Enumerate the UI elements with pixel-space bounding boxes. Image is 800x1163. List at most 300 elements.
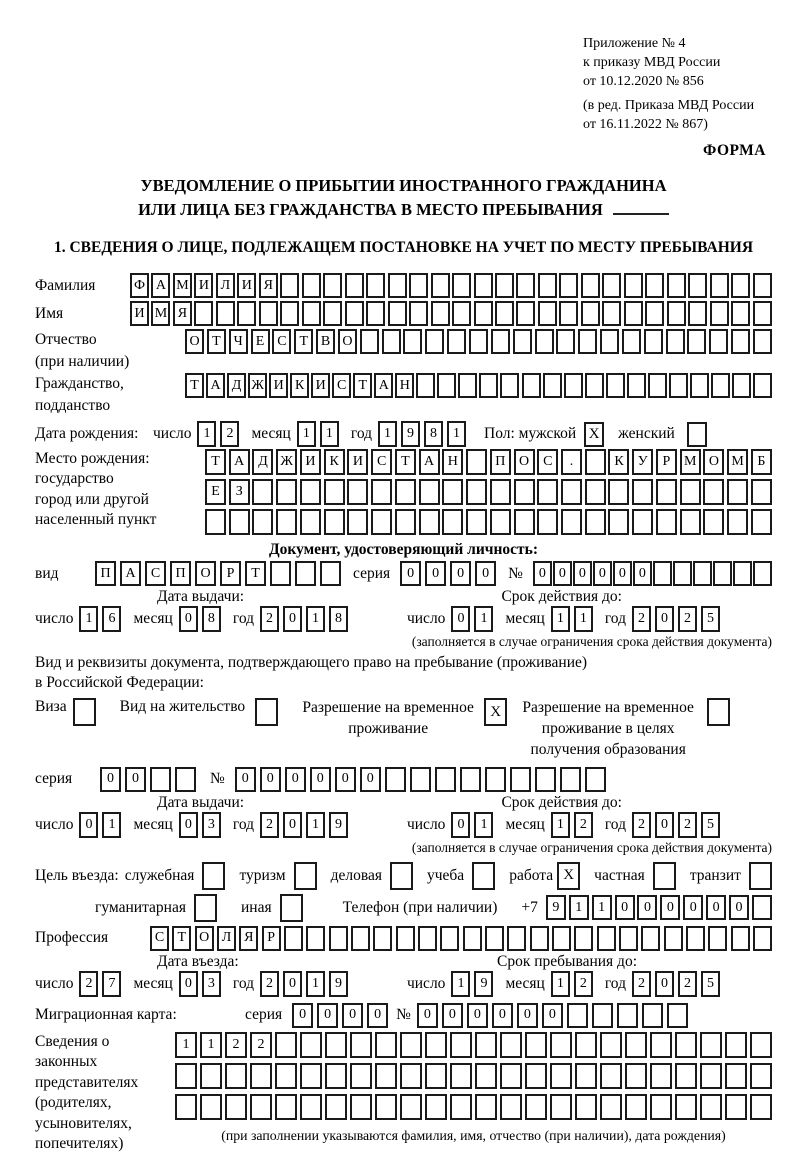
char-cell[interactable]	[495, 301, 514, 326]
char-cell[interactable]	[645, 273, 664, 298]
date-digit-cell[interactable]: 2	[574, 971, 593, 997]
char-cell[interactable]: 1	[200, 1032, 222, 1058]
char-cell[interactable]	[325, 1094, 347, 1120]
purpose-tourism-checkbox[interactable]	[294, 862, 317, 890]
date-digit-cell[interactable]: 2	[260, 606, 279, 632]
char-cell[interactable]	[400, 1032, 422, 1058]
char-cell[interactable]: И	[237, 273, 256, 298]
date-digit-cell[interactable]: 1	[378, 421, 397, 447]
char-cell[interactable]	[710, 301, 729, 326]
char-cell[interactable]	[300, 1063, 322, 1089]
char-cell[interactable]	[300, 1032, 322, 1058]
char-cell[interactable]	[466, 449, 487, 475]
char-cell[interactable]	[382, 329, 401, 354]
purpose-humanitarian-checkbox[interactable]	[194, 894, 217, 922]
char-cell[interactable]: 0	[342, 1003, 363, 1028]
char-cell[interactable]	[479, 373, 498, 398]
char-cell[interactable]	[656, 509, 677, 535]
char-cell[interactable]	[225, 1094, 247, 1120]
char-cell[interactable]	[632, 509, 653, 535]
char-cell[interactable]	[552, 926, 571, 951]
date-digit-cell[interactable]: 1	[474, 812, 493, 838]
char-cell[interactable]: П	[170, 561, 191, 586]
char-cell[interactable]	[585, 479, 606, 505]
date-digit-cell[interactable]: 2	[260, 812, 279, 838]
date-digit-cell[interactable]: 8	[329, 606, 348, 632]
char-cell[interactable]: Р	[262, 926, 281, 951]
char-cell[interactable]	[409, 301, 428, 326]
char-cell[interactable]: Ж	[276, 449, 297, 475]
char-cell[interactable]	[259, 301, 278, 326]
char-cell[interactable]: С	[371, 449, 392, 475]
char-cell[interactable]: Т	[205, 449, 226, 475]
char-cell[interactable]	[516, 273, 535, 298]
char-cell[interactable]: Я	[259, 273, 278, 298]
char-cell[interactable]	[419, 509, 440, 535]
date-digit-cell[interactable]: 1	[197, 421, 216, 447]
char-cell[interactable]	[700, 1063, 722, 1089]
char-cell[interactable]	[463, 926, 482, 951]
char-cell[interactable]	[575, 1063, 597, 1089]
char-cell[interactable]	[360, 329, 379, 354]
char-cell[interactable]	[490, 509, 511, 535]
date-digit-cell[interactable]: 9	[329, 812, 348, 838]
char-cell[interactable]	[485, 926, 504, 951]
date-digit-cell[interactable]: 3	[202, 971, 221, 997]
char-cell[interactable]	[345, 273, 364, 298]
char-cell[interactable]	[753, 373, 772, 398]
char-cell[interactable]: Б	[751, 449, 772, 475]
char-cell[interactable]	[725, 1032, 747, 1058]
char-cell[interactable]	[535, 767, 556, 792]
date-digit-cell[interactable]: 0	[179, 971, 198, 997]
char-cell[interactable]	[625, 1032, 647, 1058]
char-cell[interactable]	[175, 767, 196, 792]
char-cell[interactable]	[437, 373, 456, 398]
char-cell[interactable]	[194, 301, 213, 326]
visa-checkbox[interactable]	[73, 698, 96, 726]
char-cell[interactable]	[350, 1063, 372, 1089]
char-cell[interactable]	[535, 329, 554, 354]
char-cell[interactable]: Т	[185, 373, 204, 398]
char-cell[interactable]: Т	[353, 373, 372, 398]
char-cell[interactable]	[395, 509, 416, 535]
char-cell[interactable]	[680, 479, 701, 505]
char-cell[interactable]	[727, 479, 748, 505]
char-cell[interactable]: Я	[173, 301, 192, 326]
char-cell[interactable]	[329, 926, 348, 951]
char-cell[interactable]	[619, 926, 638, 951]
char-cell[interactable]	[711, 373, 730, 398]
char-cell[interactable]	[513, 329, 532, 354]
char-cell[interactable]: А	[229, 449, 250, 475]
residence-permit-checkbox[interactable]	[255, 698, 278, 726]
char-cell[interactable]	[753, 301, 772, 326]
char-cell[interactable]	[270, 561, 291, 586]
char-cell[interactable]: О	[195, 926, 214, 951]
char-cell[interactable]	[375, 1094, 397, 1120]
char-cell[interactable]: Я	[239, 926, 258, 951]
char-cell[interactable]: С	[145, 561, 166, 586]
char-cell[interactable]	[371, 479, 392, 505]
date-digit-cell[interactable]: 1	[474, 606, 493, 632]
char-cell[interactable]: И	[130, 301, 149, 326]
char-cell[interactable]	[431, 273, 450, 298]
char-cell[interactable]: 0	[335, 767, 356, 792]
char-cell[interactable]	[608, 479, 629, 505]
char-cell[interactable]	[302, 273, 321, 298]
char-cell[interactable]	[727, 509, 748, 535]
char-cell[interactable]	[625, 1063, 647, 1089]
char-cell[interactable]	[175, 1063, 197, 1089]
char-cell[interactable]	[667, 1003, 688, 1028]
char-cell[interactable]: Р	[220, 561, 241, 586]
char-cell[interactable]	[622, 329, 641, 354]
char-cell[interactable]	[648, 373, 667, 398]
char-cell[interactable]: К	[290, 373, 309, 398]
char-cell[interactable]	[732, 373, 751, 398]
char-cell[interactable]	[753, 329, 772, 354]
char-cell[interactable]	[750, 1094, 772, 1120]
char-cell[interactable]	[650, 1032, 672, 1058]
char-cell[interactable]	[644, 329, 663, 354]
char-cell[interactable]: 0	[100, 767, 121, 792]
char-cell[interactable]: 2	[250, 1032, 272, 1058]
char-cell[interactable]	[600, 1094, 622, 1120]
char-cell[interactable]	[575, 1032, 597, 1058]
temp-residence-checkbox[interactable]: X	[484, 698, 507, 726]
char-cell[interactable]: 0	[542, 1003, 563, 1028]
char-cell[interactable]	[200, 1063, 222, 1089]
date-digit-cell[interactable]: 1	[79, 606, 98, 632]
char-cell[interactable]	[522, 373, 541, 398]
char-cell[interactable]: 0	[400, 561, 421, 586]
date-digit-cell[interactable]: 0	[79, 812, 98, 838]
char-cell[interactable]	[275, 1094, 297, 1120]
char-cell[interactable]	[325, 1063, 347, 1089]
char-cell[interactable]	[669, 373, 688, 398]
char-cell[interactable]: 0	[442, 1003, 463, 1028]
char-cell[interactable]	[537, 479, 558, 505]
char-cell[interactable]	[559, 273, 578, 298]
char-cell[interactable]	[150, 767, 171, 792]
char-cell[interactable]	[347, 479, 368, 505]
char-cell[interactable]	[693, 561, 712, 586]
char-cell[interactable]	[450, 1032, 472, 1058]
purpose-work-checkbox[interactable]: X	[557, 862, 580, 890]
date-digit-cell[interactable]: 2	[678, 971, 697, 997]
char-cell[interactable]	[753, 561, 772, 586]
char-cell[interactable]: А	[419, 449, 440, 475]
char-cell[interactable]	[585, 509, 606, 535]
date-digit-cell[interactable]: 5	[701, 971, 720, 997]
char-cell[interactable]	[753, 273, 772, 298]
char-cell[interactable]: С	[332, 373, 351, 398]
char-cell[interactable]	[500, 373, 519, 398]
char-cell[interactable]	[713, 561, 732, 586]
char-cell[interactable]	[375, 1032, 397, 1058]
char-cell[interactable]: 0	[292, 1003, 313, 1028]
char-cell[interactable]: 0	[475, 561, 496, 586]
char-cell[interactable]	[450, 1094, 472, 1120]
char-cell[interactable]	[229, 509, 250, 535]
char-cell[interactable]: Н	[442, 449, 463, 475]
char-cell[interactable]	[731, 926, 750, 951]
char-cell[interactable]	[418, 926, 437, 951]
date-digit-cell[interactable]: 2	[632, 606, 651, 632]
char-cell[interactable]	[574, 926, 593, 951]
char-cell[interactable]	[306, 926, 325, 951]
char-cell[interactable]	[373, 926, 392, 951]
date-digit-cell[interactable]: 2	[79, 971, 98, 997]
date-digit-cell[interactable]: 0	[655, 606, 674, 632]
char-cell[interactable]	[733, 561, 752, 586]
char-cell[interactable]	[388, 273, 407, 298]
char-cell[interactable]	[350, 1032, 372, 1058]
date-digit-cell[interactable]: 1	[551, 812, 570, 838]
char-cell[interactable]: 0	[310, 767, 331, 792]
date-digit-cell[interactable]: 1	[306, 812, 325, 838]
char-cell[interactable]	[474, 273, 493, 298]
char-cell[interactable]: М	[173, 273, 192, 298]
char-cell[interactable]: Е	[251, 329, 270, 354]
char-cell[interactable]: 1	[569, 895, 589, 920]
char-cell[interactable]	[538, 301, 557, 326]
char-cell[interactable]: О	[338, 329, 357, 354]
char-cell[interactable]	[475, 1094, 497, 1120]
char-cell[interactable]	[175, 1094, 197, 1120]
date-digit-cell[interactable]: 0	[451, 606, 470, 632]
char-cell[interactable]: 0	[729, 895, 749, 920]
date-digit-cell[interactable]: 2	[632, 971, 651, 997]
date-digit-cell[interactable]: 0	[655, 971, 674, 997]
char-cell[interactable]: В	[316, 329, 335, 354]
char-cell[interactable]: 0	[260, 767, 281, 792]
date-digit-cell[interactable]: 0	[283, 606, 302, 632]
char-cell[interactable]	[320, 561, 341, 586]
char-cell[interactable]	[686, 926, 705, 951]
char-cell[interactable]	[600, 1032, 622, 1058]
char-cell[interactable]: М	[151, 301, 170, 326]
char-cell[interactable]	[690, 373, 709, 398]
char-cell[interactable]	[606, 373, 625, 398]
date-digit-cell[interactable]: 2	[260, 971, 279, 997]
char-cell[interactable]	[585, 449, 606, 475]
char-cell[interactable]	[510, 767, 531, 792]
char-cell[interactable]	[475, 1063, 497, 1089]
char-cell[interactable]: 0	[615, 895, 635, 920]
char-cell[interactable]	[276, 479, 297, 505]
char-cell[interactable]: 0	[706, 895, 726, 920]
char-cell[interactable]	[525, 1063, 547, 1089]
char-cell[interactable]	[653, 561, 672, 586]
char-cell[interactable]	[516, 301, 535, 326]
char-cell[interactable]: 0	[285, 767, 306, 792]
char-cell[interactable]	[680, 509, 701, 535]
char-cell[interactable]	[581, 301, 600, 326]
char-cell[interactable]: 0	[425, 561, 446, 586]
char-cell[interactable]: И	[300, 449, 321, 475]
char-cell[interactable]: А	[374, 373, 393, 398]
char-cell[interactable]	[409, 273, 428, 298]
char-cell[interactable]	[710, 273, 729, 298]
char-cell[interactable]: Е	[205, 479, 226, 505]
char-cell[interactable]: 0	[235, 767, 256, 792]
char-cell[interactable]	[514, 509, 535, 535]
char-cell[interactable]	[485, 767, 506, 792]
temp-residence-edu-checkbox[interactable]	[707, 698, 730, 726]
char-cell[interactable]	[537, 509, 558, 535]
char-cell[interactable]: Р	[656, 449, 677, 475]
char-cell[interactable]: Д	[252, 449, 273, 475]
char-cell[interactable]	[490, 479, 511, 505]
char-cell[interactable]	[252, 479, 273, 505]
char-cell[interactable]: Т	[294, 329, 313, 354]
char-cell[interactable]	[567, 1003, 588, 1028]
char-cell[interactable]	[447, 329, 466, 354]
char-cell[interactable]	[525, 1032, 547, 1058]
char-cell[interactable]: С	[272, 329, 291, 354]
char-cell[interactable]	[556, 329, 575, 354]
purpose-other-checkbox[interactable]	[280, 894, 303, 922]
char-cell[interactable]	[709, 329, 728, 354]
char-cell[interactable]	[388, 301, 407, 326]
char-cell[interactable]	[559, 301, 578, 326]
char-cell[interactable]	[602, 273, 621, 298]
char-cell[interactable]	[725, 1094, 747, 1120]
date-digit-cell[interactable]: 7	[102, 971, 121, 997]
char-cell[interactable]	[753, 926, 772, 951]
char-cell[interactable]	[675, 1063, 697, 1089]
char-cell[interactable]	[627, 373, 646, 398]
char-cell[interactable]: И	[269, 373, 288, 398]
char-cell[interactable]	[543, 373, 562, 398]
date-digit-cell[interactable]: 0	[283, 812, 302, 838]
date-digit-cell[interactable]: 0	[655, 812, 674, 838]
char-cell[interactable]	[664, 926, 683, 951]
char-cell[interactable]	[460, 767, 481, 792]
char-cell[interactable]	[624, 301, 643, 326]
char-cell[interactable]	[624, 273, 643, 298]
char-cell[interactable]	[200, 1094, 222, 1120]
char-cell[interactable]	[475, 1032, 497, 1058]
char-cell[interactable]	[491, 329, 510, 354]
char-cell[interactable]	[366, 301, 385, 326]
char-cell[interactable]	[302, 301, 321, 326]
char-cell[interactable]	[725, 1063, 747, 1089]
char-cell[interactable]	[538, 273, 557, 298]
char-cell[interactable]	[250, 1063, 272, 1089]
char-cell[interactable]	[400, 1094, 422, 1120]
char-cell[interactable]	[667, 273, 686, 298]
char-cell[interactable]	[450, 1063, 472, 1089]
char-cell[interactable]: 0	[683, 895, 703, 920]
date-digit-cell[interactable]: 0	[283, 971, 302, 997]
char-cell[interactable]: 0	[125, 767, 146, 792]
char-cell[interactable]	[452, 301, 471, 326]
char-cell[interactable]	[237, 301, 256, 326]
char-cell[interactable]	[351, 926, 370, 951]
char-cell[interactable]	[700, 1094, 722, 1120]
char-cell[interactable]	[560, 767, 581, 792]
char-cell[interactable]	[632, 479, 653, 505]
char-cell[interactable]	[466, 479, 487, 505]
char-cell[interactable]: 0	[492, 1003, 513, 1028]
char-cell[interactable]: Т	[395, 449, 416, 475]
char-cell[interactable]	[687, 329, 706, 354]
char-cell[interactable]	[561, 479, 582, 505]
char-cell[interactable]: 1	[592, 895, 612, 920]
char-cell[interactable]	[564, 373, 583, 398]
purpose-business-checkbox[interactable]	[390, 862, 413, 890]
date-digit-cell[interactable]: 3	[202, 812, 221, 838]
char-cell[interactable]	[396, 926, 415, 951]
purpose-study-checkbox[interactable]	[472, 862, 495, 890]
char-cell[interactable]	[561, 509, 582, 535]
char-cell[interactable]	[440, 926, 459, 951]
char-cell[interactable]	[216, 301, 235, 326]
char-cell[interactable]	[645, 301, 664, 326]
char-cell[interactable]	[600, 329, 619, 354]
char-cell[interactable]	[642, 1003, 663, 1028]
char-cell[interactable]: Л	[217, 926, 236, 951]
char-cell[interactable]: У	[632, 449, 653, 475]
char-cell[interactable]	[425, 1063, 447, 1089]
char-cell[interactable]: Ф	[130, 273, 149, 298]
char-cell[interactable]	[597, 926, 616, 951]
char-cell[interactable]: Н	[395, 373, 414, 398]
char-cell[interactable]: П	[95, 561, 116, 586]
char-cell[interactable]	[323, 301, 342, 326]
char-cell[interactable]: 0	[450, 561, 471, 586]
date-digit-cell[interactable]: 0	[179, 812, 198, 838]
char-cell[interactable]	[442, 479, 463, 505]
char-cell[interactable]	[300, 509, 321, 535]
char-cell[interactable]: 0	[593, 561, 612, 586]
date-digit-cell[interactable]: 5	[701, 812, 720, 838]
char-cell[interactable]	[280, 301, 299, 326]
char-cell[interactable]	[284, 926, 303, 951]
char-cell[interactable]	[666, 329, 685, 354]
char-cell[interactable]	[617, 1003, 638, 1028]
date-digit-cell[interactable]: 1	[297, 421, 316, 447]
date-digit-cell[interactable]: 1	[320, 421, 339, 447]
date-digit-cell[interactable]: 5	[701, 606, 720, 632]
date-digit-cell[interactable]: 1	[574, 606, 593, 632]
date-digit-cell[interactable]: 1	[551, 971, 570, 997]
char-cell[interactable]: М	[727, 449, 748, 475]
char-cell[interactable]	[688, 301, 707, 326]
char-cell[interactable]: 0	[417, 1003, 438, 1028]
char-cell[interactable]	[585, 373, 604, 398]
char-cell[interactable]: 2	[225, 1032, 247, 1058]
date-digit-cell[interactable]: 8	[202, 606, 221, 632]
char-cell[interactable]	[425, 1032, 447, 1058]
char-cell[interactable]	[416, 373, 435, 398]
char-cell[interactable]: А	[151, 273, 170, 298]
char-cell[interactable]: О	[703, 449, 724, 475]
char-cell[interactable]	[474, 301, 493, 326]
purpose-private-checkbox[interactable]	[653, 862, 676, 890]
date-digit-cell[interactable]: 2	[678, 812, 697, 838]
char-cell[interactable]	[650, 1063, 672, 1089]
char-cell[interactable]: К	[324, 449, 345, 475]
char-cell[interactable]: Т	[207, 329, 226, 354]
char-cell[interactable]	[323, 273, 342, 298]
char-cell[interactable]	[530, 926, 549, 951]
char-cell[interactable]: 0	[633, 561, 652, 586]
char-cell[interactable]	[442, 509, 463, 535]
